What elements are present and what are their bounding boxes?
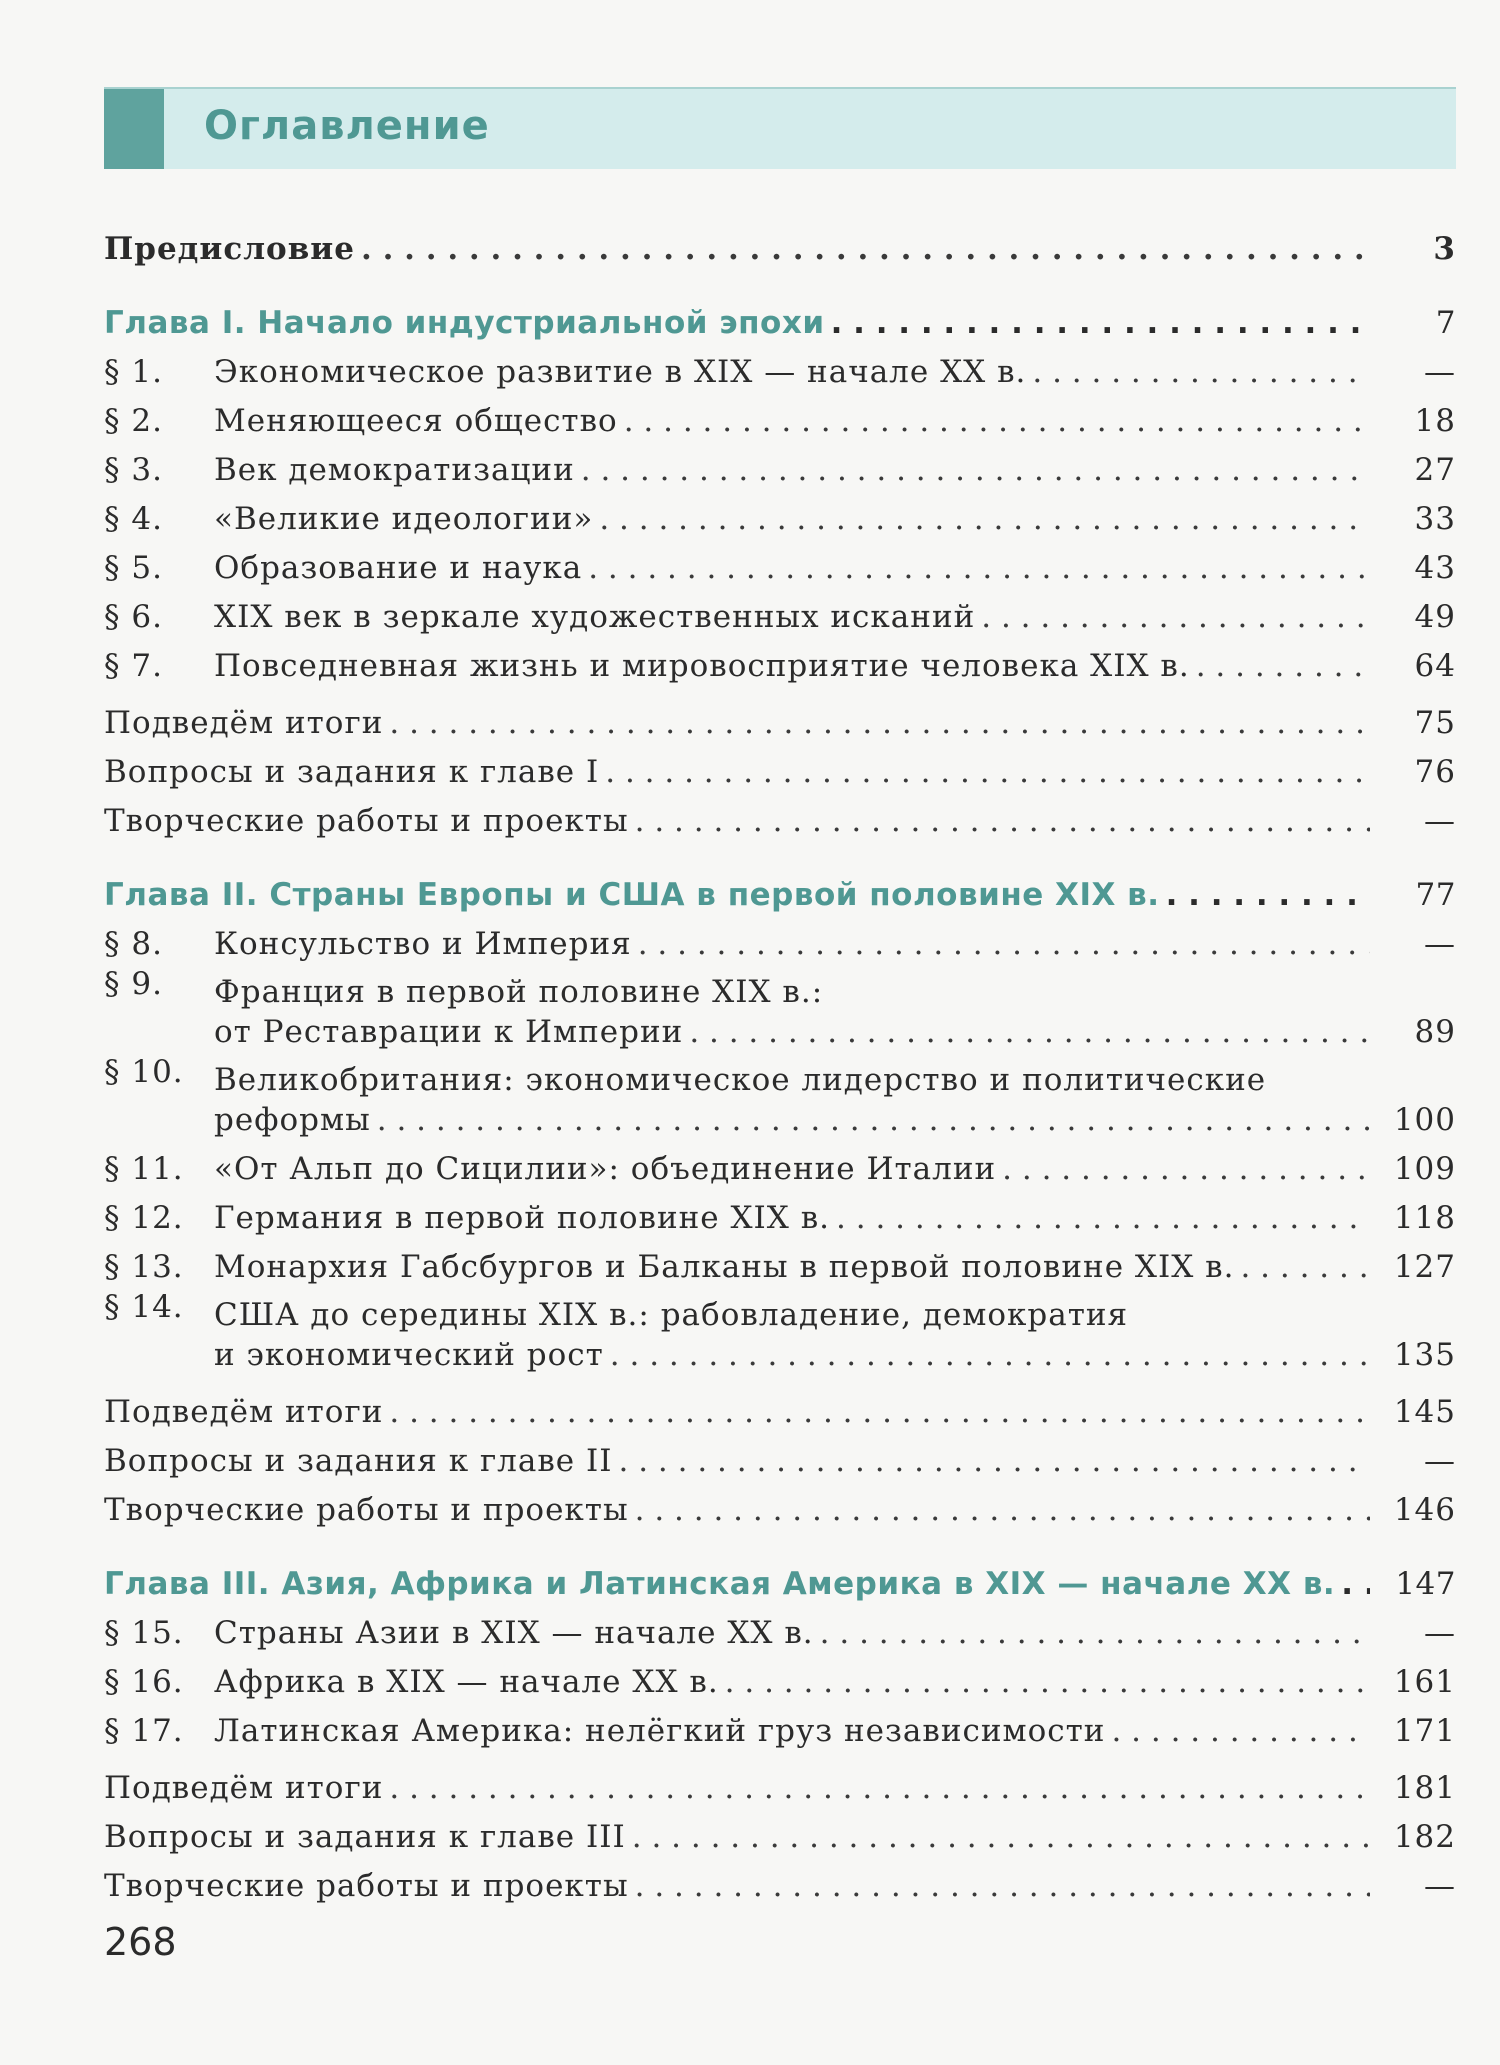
toc-entry-chapter [104, 865, 1456, 915]
dot-leader [1341, 1564, 1370, 1604]
header-accent-block [104, 89, 164, 169]
toc-entry-section [104, 490, 1456, 539]
section-number: § 2. [104, 403, 163, 439]
dot-leader [831, 303, 1370, 343]
toc-entry-chapter [104, 293, 1456, 343]
entry-title: Глава II. Страны Европы и США в первой половине XIX в. [104, 877, 1160, 913]
section-number: § 14. [104, 1289, 184, 1325]
toc-entry-section [104, 1189, 1456, 1238]
entry-page-number: 3 [1433, 231, 1456, 267]
section-number: § 3. [104, 452, 163, 488]
entry-title: Подведём итоги [104, 1770, 384, 1806]
entry-title: Вопросы и задания к главе III [104, 1819, 626, 1855]
entry-title: Вопросы и задания к главе I [104, 754, 600, 790]
toc-entry-extra [104, 1383, 1456, 1432]
dot-leader [610, 1335, 1370, 1375]
entry-title: Германия в первой половине XIX в. [214, 1200, 831, 1236]
toc-entry-section [104, 637, 1456, 686]
toc-entry-section [104, 539, 1456, 588]
dot-leader [1166, 875, 1370, 915]
entry-title: Латинская Америка: нелёгкий груз независимости [214, 1713, 1106, 1749]
section-number: § 10. [104, 1054, 184, 1090]
dot-leader [820, 1613, 1370, 1653]
toc-entry-section [104, 1140, 1456, 1189]
section-number: § 12. [104, 1200, 184, 1236]
entry-title: Подведём итоги [104, 1394, 384, 1430]
toc-entry-extra [104, 1432, 1456, 1481]
toc-entry-section [104, 392, 1456, 441]
toc-entry-extra [104, 1857, 1456, 1906]
entry-page-number: 100 [1393, 1102, 1456, 1138]
entry-page-number: 109 [1393, 1151, 1456, 1187]
entry-title: Творческие работы и проекты [104, 1868, 629, 1904]
toc-entry-section [104, 1052, 1456, 1140]
entry-page-number: 147 [1395, 1566, 1456, 1602]
dot-leader [836, 1198, 1370, 1238]
section-number: § 13. [104, 1249, 184, 1285]
entry-page-number: 146 [1393, 1492, 1456, 1528]
toc-header-band [104, 87, 1456, 169]
toc-entry-chapter [104, 1554, 1456, 1604]
section-number: § 9. [104, 966, 163, 1002]
section-number: § 17. [104, 1713, 184, 1749]
section-number: § 1. [104, 354, 163, 390]
entry-page-number: 77 [1415, 877, 1456, 913]
entry-page-number: 89 [1414, 1014, 1456, 1050]
section-number: § 8. [104, 926, 163, 962]
entry-page-number: 33 [1414, 501, 1456, 537]
entry-title: Образование и наука [214, 550, 583, 586]
entry-page-number: 18 [1414, 403, 1456, 439]
dot-leader [1196, 646, 1370, 686]
dot-leader [632, 1817, 1370, 1857]
dot-leader [619, 1441, 1371, 1481]
dot-leader [361, 229, 1370, 269]
dot-leader [389, 1392, 1370, 1432]
entry-title: «От Альп до Сицилии»: объединение Италии [214, 1151, 997, 1187]
toc-entry-extra [104, 694, 1456, 743]
entry-title: Монархия Габсбургов и Балканы в первой половине XIX в. [214, 1249, 1235, 1285]
dot-leader [599, 499, 1370, 539]
dot-leader [1002, 1149, 1370, 1189]
entry-page-number: — [1424, 1443, 1456, 1479]
entry-title: Глава III. Азия, Африка и Латинская Америка в XIX — начале XX в. [104, 1566, 1336, 1602]
section-number: § 4. [104, 501, 163, 537]
dot-leader [624, 401, 1370, 441]
entry-page-number: 181 [1393, 1770, 1456, 1806]
entry-page-number: 161 [1393, 1664, 1456, 1700]
toc-entry-extra [104, 792, 1456, 841]
entry-page-number: 145 [1393, 1394, 1456, 1430]
entry-title: Экономическое развитие в XIX — начале XX в. [214, 354, 1027, 390]
entry-page-number: 49 [1414, 599, 1456, 635]
section-number: § 7. [104, 648, 163, 684]
entry-title: и экономический рост [214, 1337, 604, 1373]
toc-entry-extra [104, 1759, 1456, 1808]
entry-title: Консульство и Империя [214, 926, 632, 962]
toc-entry-section [104, 915, 1456, 964]
entry-page-number: 7 [1435, 305, 1456, 341]
toc-entry-section [104, 588, 1456, 637]
entry-page-number: — [1424, 803, 1456, 839]
toc-entry-extra [104, 1481, 1456, 1530]
toc-entry-extra [104, 1808, 1456, 1857]
entry-page-number: — [1424, 1615, 1456, 1651]
entry-page-number: — [1424, 1868, 1456, 1904]
entry-title: Африка в XIX — начале XX в. [214, 1664, 719, 1700]
entry-title-line: Великобритания: экономическое лидерство и политические [214, 1062, 1267, 1098]
dot-leader [588, 548, 1370, 588]
toc-entry-section [104, 1287, 1456, 1375]
entry-title: Вопросы и задания к главе II [104, 1443, 613, 1479]
table-of-contents [104, 220, 1456, 1906]
entry-title: Повседневная жизнь и мировосприятие человека XIX в. [214, 648, 1190, 684]
dot-leader [635, 801, 1370, 841]
dot-leader [635, 1490, 1370, 1530]
entry-page-number: 43 [1414, 550, 1456, 586]
entry-title: реформы [214, 1102, 371, 1138]
dot-leader [581, 450, 1370, 490]
section-number: § 11. [104, 1151, 184, 1187]
dot-leader [377, 1100, 1370, 1140]
toc-entry-front [104, 220, 1456, 269]
entry-page-number: 127 [1393, 1249, 1456, 1285]
entry-title: Подведём итоги [104, 705, 384, 741]
entry-page-number: 135 [1393, 1337, 1456, 1373]
entry-page-number: 118 [1393, 1200, 1456, 1236]
toc-entry-section [104, 1604, 1456, 1653]
dot-leader [389, 703, 1370, 743]
entry-page-number: 64 [1414, 648, 1456, 684]
dot-leader [635, 1866, 1370, 1906]
entry-title: Творческие работы и проекты [104, 1492, 629, 1528]
toc-entry-extra [104, 743, 1456, 792]
dot-leader [1032, 352, 1370, 392]
entry-title-line: США до середины XIX в.: рабовладение, демократия [214, 1297, 1129, 1333]
dot-leader [638, 924, 1370, 964]
toc-entry-section [104, 964, 1456, 1052]
entry-page-number: 182 [1393, 1819, 1456, 1855]
toc-entry-section [104, 1653, 1456, 1702]
entry-page-number: 171 [1393, 1713, 1456, 1749]
entry-title: Предисловие [104, 231, 355, 267]
section-number: § 16. [104, 1664, 184, 1700]
entry-title: от Реставрации к Империи [214, 1014, 684, 1050]
toc-entry-section [104, 1238, 1456, 1287]
entry-title: Творческие работы и проекты [104, 803, 629, 839]
entry-title-line: Франция в первой половине XIX в.: [214, 974, 824, 1010]
dot-leader [1240, 1247, 1370, 1287]
dot-leader [1111, 1711, 1370, 1751]
entry-page-number: 76 [1414, 754, 1456, 790]
entry-title: «Великие идеологии» [214, 501, 594, 537]
section-number: § 5. [104, 550, 163, 586]
toc-entry-section [104, 441, 1456, 490]
page-number: 268 [104, 1920, 177, 1964]
page-title: Оглавление [204, 103, 490, 149]
entry-title: XIX век в зеркале художественных исканий [214, 599, 976, 635]
dot-leader [725, 1662, 1370, 1702]
section-number: § 15. [104, 1615, 184, 1651]
dot-leader [389, 1768, 1370, 1808]
dot-leader [689, 1012, 1370, 1052]
entry-title: Страны Азии в XIX — начале XX в. [214, 1615, 814, 1651]
entry-page-number: 27 [1414, 452, 1456, 488]
entry-title: Век демократизации [214, 452, 575, 488]
toc-entry-section [104, 1702, 1456, 1751]
dot-leader [981, 597, 1370, 637]
toc-entry-section [104, 343, 1456, 392]
entry-title: Глава I. Начало индустриальной эпохи [104, 305, 825, 341]
section-number: § 6. [104, 599, 163, 635]
dot-leader [605, 752, 1370, 792]
entry-title: Меняющееся общество [214, 403, 618, 439]
entry-page-number: 75 [1414, 705, 1456, 741]
entry-page-number: — [1424, 926, 1456, 962]
entry-page-number: — [1424, 354, 1456, 390]
